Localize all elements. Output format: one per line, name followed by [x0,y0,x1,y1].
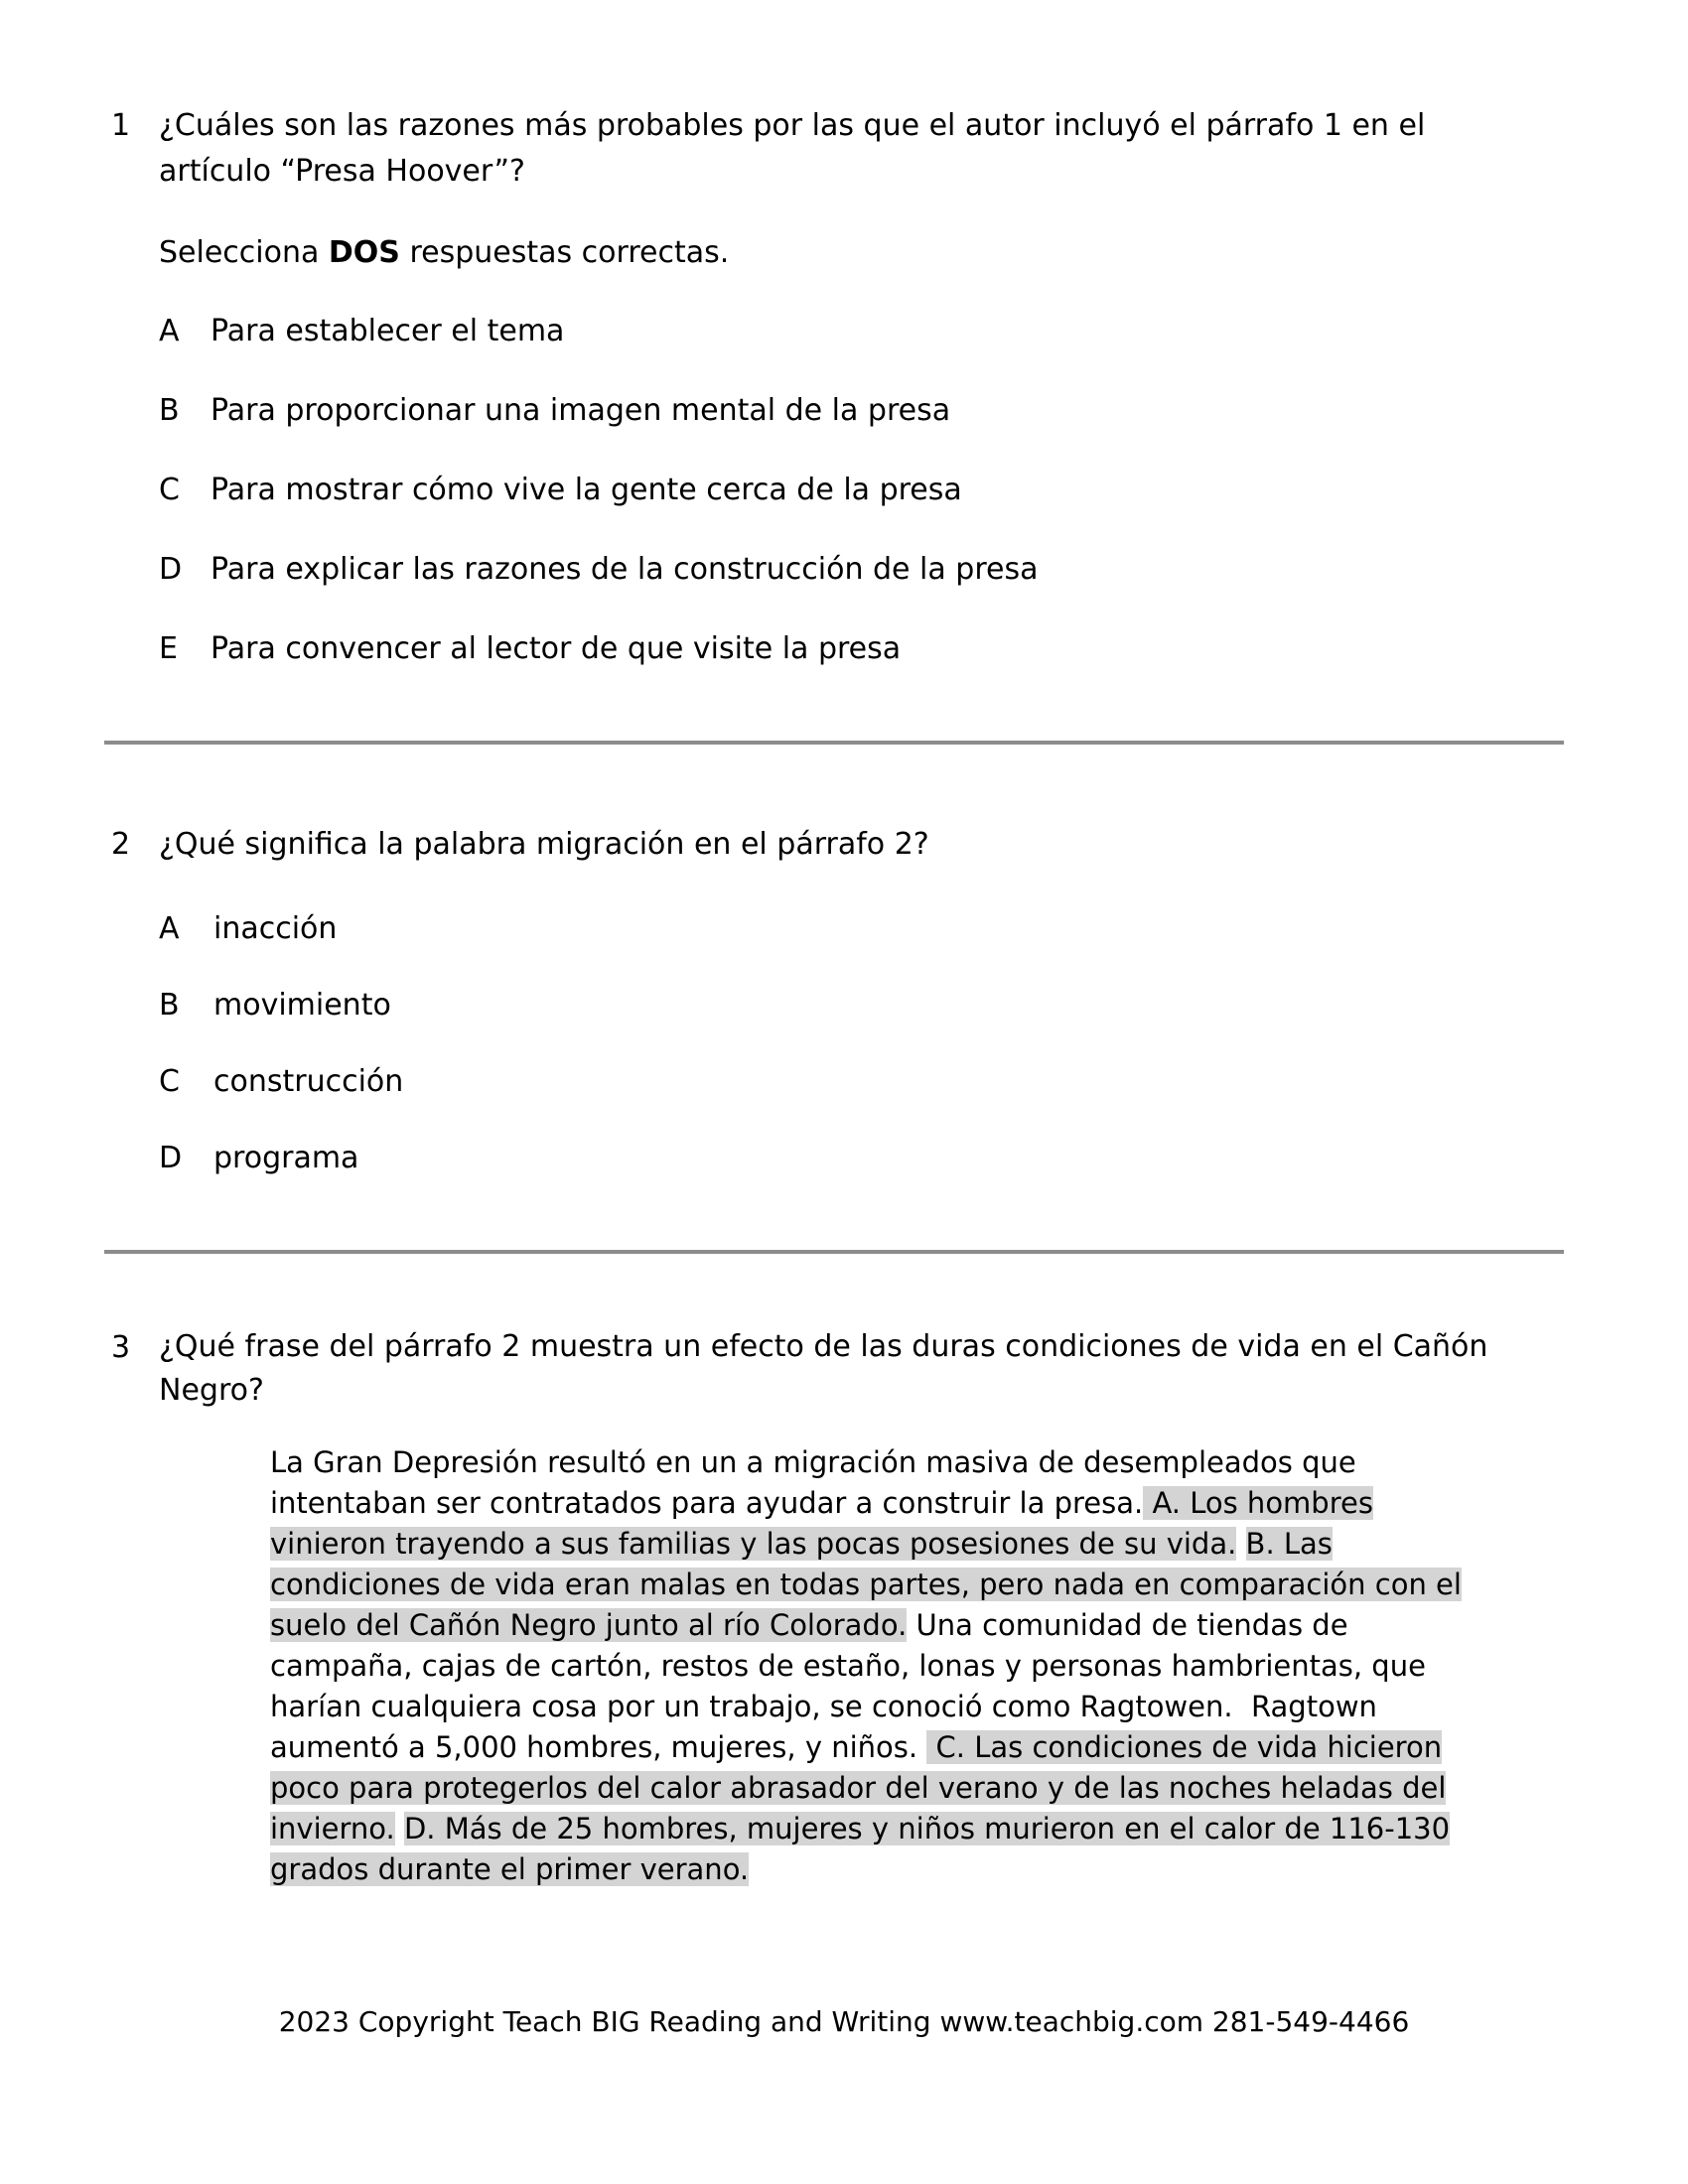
highlighted-sentence[interactable]: D. Más de 25 hombres, mujeres y niños murieron en el calor de 116-130 [403,1812,1451,1845]
question-1-header [111,103,1569,195]
highlighted-sentence[interactable]: B. Las [1245,1527,1333,1561]
option-row[interactable] [159,907,1569,951]
option-text: Para establecer el tema [211,314,565,348]
passage-text: aumentó a 5,000 hombres, mujeres, y niños. [270,1730,927,1764]
option-letter: C [159,1064,180,1099]
passage-line [270,1565,1462,1605]
question-2-number: 2 [111,827,131,862]
passage-line [270,1809,1451,1849]
page-footer [0,2003,1688,2041]
question-2-stem: ¿Qué significa la palabra migración en el párrafo 2? [159,827,929,862]
passage-text: campaña, cajas de cartón, restos de estaño, lonas y personas hambrientas, que [270,1649,1426,1683]
option-row[interactable] [159,1060,1569,1104]
highlighted-sentence[interactable]: suelo del Cañón Negro junto al río Colorado. [270,1608,908,1642]
option-text: movimiento [213,988,391,1023]
option-text: inacción [213,911,338,946]
passage-line [270,1727,1443,1768]
passage-text: intentaban ser contratados para ayudar a construir la presa. [270,1486,1144,1520]
instruction-suffix: respuestas correctas. [399,235,730,270]
option-row[interactable] [159,1137,1569,1180]
option-letter: B [159,393,180,428]
instruction-prefix: Selecciona [159,235,329,270]
option-letter: D [159,1141,183,1175]
highlighted-sentence[interactable]: condiciones de vida eran malas en todas partes, pero nada en comparación con el [270,1568,1462,1601]
option-row[interactable] [159,389,1569,433]
question-3-stem: ¿Qué frase del párrafo 2 muestra un efecto de las duras condiciones de vida en el Cañón Negro? [159,1329,1488,1408]
option-letter: D [159,552,183,587]
passage-text [1236,1527,1245,1561]
question-3-header [111,1325,1569,1413]
option-text: programa [213,1141,359,1175]
highlighted-sentence[interactable]: C. Las condiciones de vida hicieron [926,1730,1443,1764]
question-3-passage [270,1442,1462,1890]
passage-line [270,1483,1440,1524]
passage-line [270,1687,1440,1727]
option-row[interactable] [159,627,1569,671]
question-block-2 [0,745,1688,1180]
option-letter: E [159,631,178,666]
question-block-1 [0,0,1688,671]
option-letter: C [159,473,180,507]
highlighted-sentence[interactable]: A. Los hombres [1143,1486,1373,1520]
passage-text: harían cualquiera cosa por un trabajo, se conoció como Ragtowen. Ragtown [270,1690,1377,1723]
passage-text [395,1812,404,1845]
passage-line [270,1605,1440,1646]
question-1-number: 1 [111,108,131,143]
highlighted-sentence[interactable]: poco para protegerlos del calor abrasador del verano y de las noches heladas del [270,1771,1447,1805]
option-row[interactable] [159,469,1569,512]
passage-line [270,1646,1440,1687]
highlighted-sentence[interactable]: grados durante el primer verano. [270,1852,750,1886]
option-row[interactable] [159,984,1569,1027]
question-1-options [159,310,1569,671]
passage-line [270,1442,1440,1483]
highlighted-sentence[interactable]: invierno. [270,1812,395,1845]
option-row[interactable] [159,310,1569,353]
passage-line [270,1524,1440,1565]
question-3-number: 3 [111,1330,131,1365]
passage-text: Una comunidad de tiendas de [907,1608,1348,1642]
option-letter: A [159,314,180,348]
question-1-stem: ¿Cuáles son las razones más probables por las que el autor incluyó el párrafo 1 en el artículo “Presa Hoover”? [159,108,1426,189]
option-text: Para explicar las razones de la construcción de la presa [211,552,1039,587]
question-block-3 [0,1254,1688,1890]
option-letter: B [159,988,180,1023]
passage-text: La Gran Depresión resultó en un a migración masiva de desempleados que [270,1445,1356,1479]
instruction-emphasis: DOS [328,235,400,270]
option-text: Para proporcionar una imagen mental de la presa [211,393,951,428]
question-2-options [159,907,1569,1180]
highlighted-sentence[interactable]: vinieron trayendo a sus familias y las pocas posesiones de su vida. [270,1527,1237,1561]
question-2-header [111,822,1569,868]
option-text: Para convencer al lector de que visite la presa [211,631,902,666]
footer-copyright-text: 2023 Copyright Teach BIG Reading and Writing www.teachbig.com 281-549-4466 [278,2005,1410,2038]
option-row[interactable] [159,548,1569,592]
passage-line [270,1849,1440,1890]
option-text: construcción [213,1064,404,1099]
option-text: Para mostrar cómo vive la gente cerca de la presa [211,473,962,507]
option-letter: A [159,911,180,946]
question-1-instruction [159,230,1569,276]
passage-line [270,1768,1447,1809]
